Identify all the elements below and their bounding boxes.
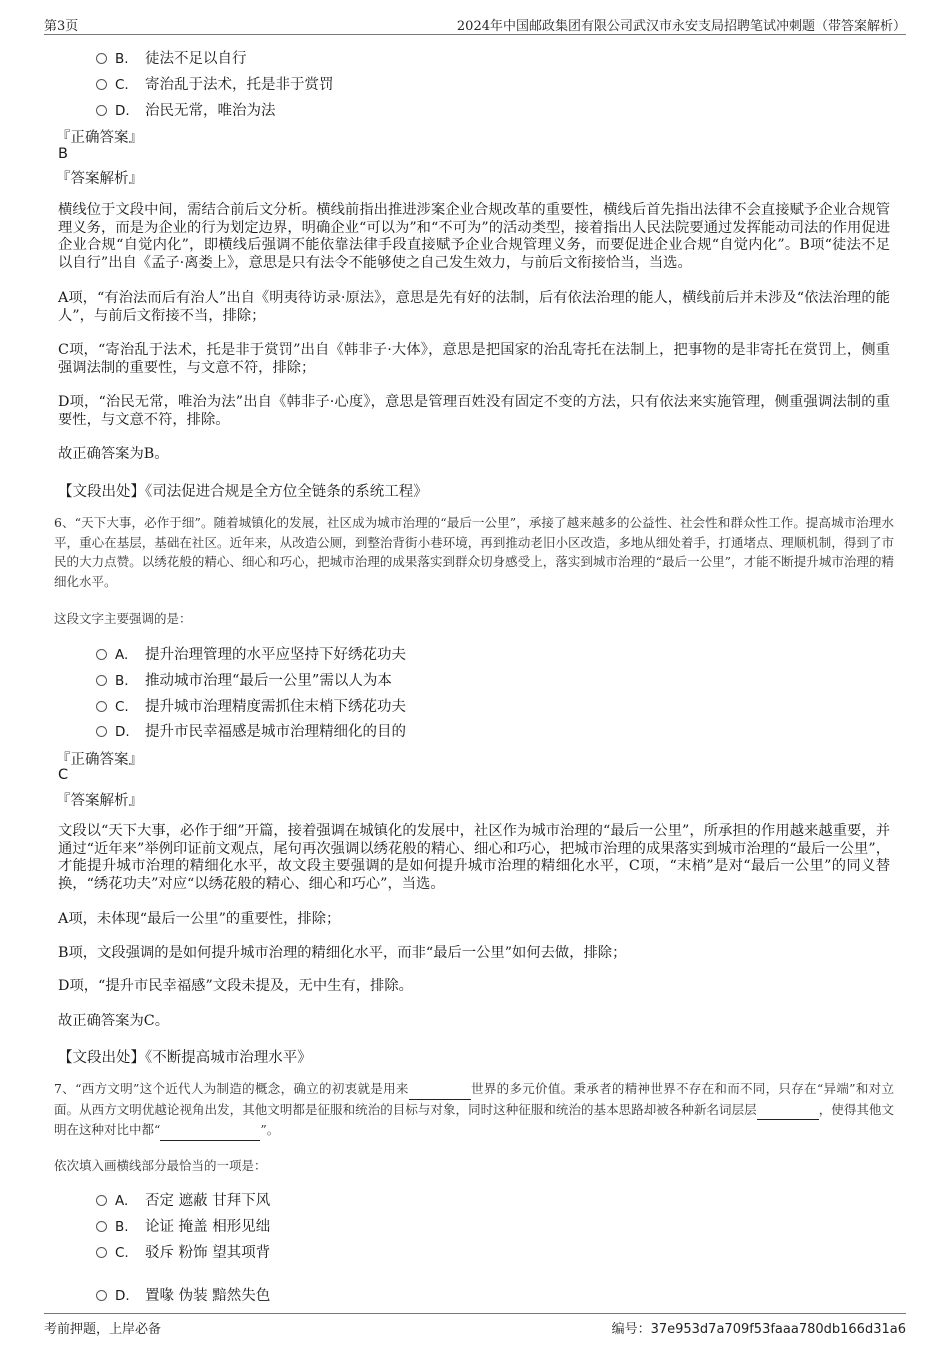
q7-option-b[interactable]: B. 论证 掩盖 相形见绌 bbox=[96, 1215, 270, 1236]
radio-icon[interactable] bbox=[96, 105, 107, 116]
radio-icon[interactable] bbox=[96, 1247, 107, 1258]
q5-analysis-label: 『答案解析』 bbox=[56, 171, 143, 187]
q6-option-b[interactable]: B. 推动城市治理“最后一公里”需以人为本 bbox=[96, 669, 392, 690]
q6-option-d[interactable]: D. 提升市民幸福感是城市治理精细化的目的 bbox=[96, 720, 406, 741]
radio-icon[interactable] bbox=[96, 1290, 107, 1301]
page-footer bbox=[44, 1313, 906, 1338]
q6-analysis-b: B项，文段强调的是如何提升城市治理的精细化水平，而非“最后一公里”如何去做，排除； bbox=[58, 945, 627, 961]
q5-analysis-main: 横线位于文段中间，需结合前后文分析。横线前指出推进涉案企业合规改革的重要性，横线后首先指出法律不会直接赋予企业合规管理义务，而是为企业的行为划定边界，明确企业“可以为”和“不可为”的活动类型，接着指出人民法院要通过发挥能动司法的作用促进企业合规“自觉内化”，即横线后强调不能依靠法律手段直接赋予企业合规管理义务，而要促进企业合规“自觉内化”。B项“徒法不足以自行”出自《孟子·离娄上》，意思是只有法令不能够使之自己发生效力，与前后文衔接恰当，当选。 bbox=[58, 202, 890, 271]
q6-conclusion: 故正确答案为C。 bbox=[58, 1013, 170, 1029]
q5-option-b[interactable]: B. 徒法不足以自行 bbox=[96, 47, 247, 68]
document-title: 2024年中国邮政集团有限公司武汉市永安支局招聘笔试冲刺题（带答案解析） bbox=[456, 19, 906, 34]
blank-1[interactable] bbox=[409, 1079, 471, 1100]
q5-source: 【文段出处】《司法促进合规是全方位全链条的系统工程》 bbox=[58, 484, 428, 500]
q7-option-a[interactable]: A. 否定 遮蔽 甘拜下风 bbox=[96, 1189, 270, 1210]
radio-icon[interactable] bbox=[96, 701, 107, 712]
q5-option-d[interactable]: D. 治民无常，唯治为法 bbox=[96, 99, 276, 120]
q6-analysis-label: 『答案解析』 bbox=[56, 793, 143, 809]
radio-icon[interactable] bbox=[96, 1195, 107, 1206]
radio-icon[interactable] bbox=[96, 1221, 107, 1232]
q5-analysis-a: A项，“有治法而后有治人”出自《明夷待访录·原法》，意思是先有好的法制，后有依法治理的能人，横线前后并未涉及“依法治理的能人”，与前后文衔接不当，排除； bbox=[58, 290, 890, 324]
q6-answer: C bbox=[58, 767, 69, 783]
footer-code: 编号：37e953d7a709f53faaa780db166d31a6 bbox=[611, 1322, 906, 1337]
q7-stem: 7、“西方文明”这个近代人为制造的概念，确立的初衷就是用来 世界的多元价值。秉承者的精神世界不存在和而不同，只存在“异端”和对立面。从西方文明优越论视角出发，其他文明都是征服和统治的目标与对象，同时这种征服和统治的基本思路却被各种新名词层层 ，使得其他文明在这种对比中都“ ”。 bbox=[54, 1079, 894, 1141]
q6-answer-label: 『正确答案』 bbox=[56, 752, 143, 768]
q5-analysis-d: D项，“治民无常，唯治为法”出自《韩非子·心度》，意思是管理百姓没有固定不变的方法，只有依法来实施管理，侧重强调法制的重要性，与文意不符，排除。 bbox=[58, 394, 890, 428]
page-header bbox=[44, 10, 906, 35]
footer-slogan: 考前押题，上岸必备 bbox=[44, 1322, 162, 1337]
radio-icon[interactable] bbox=[96, 53, 107, 64]
q6-source: 【文段出处】《不断提高城市治理水平》 bbox=[58, 1050, 312, 1066]
q7-option-c[interactable]: C. 驳斥 粉饰 望其项背 bbox=[96, 1241, 270, 1262]
q6-option-a[interactable]: A. 提升治理管理的水平应坚持下好绣花功夫 bbox=[96, 643, 406, 664]
q6-option-c[interactable]: C. 提升城市治理精度需抓住末梢下绣花功夫 bbox=[96, 695, 406, 716]
q7-prompt: 依次填入画横线部分最恰当的一项是： bbox=[54, 1158, 267, 1173]
blank-3[interactable] bbox=[160, 1120, 260, 1141]
q5-answer-label: 『正确答案』 bbox=[56, 130, 143, 146]
q6-analysis-d: D项，“提升市民幸福感”文段未提及，无中生有，排除。 bbox=[58, 978, 413, 994]
q6-prompt: 这段文字主要强调的是： bbox=[54, 611, 192, 626]
radio-icon[interactable] bbox=[96, 649, 107, 660]
q7-option-d[interactable]: D. 置喙 伪装 黯然失色 bbox=[96, 1284, 270, 1305]
q6-stem: 6、“天下大事，必作于细”。随着城镇化的发展，社区成为城市治理的“最后一公里”，承接了越来越多的公益性、社会性和群众性工作。提高城市治理水平，重心在基层，基础在社区。近年来，从改造公厕，到整治背街小巷环境，再到推动老旧小区改造，多地从细处着手，打通堵点、理顺机制，得到了市民的大力点赞。以绣花般的精心、细心和巧心，把城市治理的成果落实到群众切身感受上，落实到城市治理的“最后一公里”，才能不断提升城市治理的精细化水平。 bbox=[54, 515, 894, 589]
q5-conclusion: 故正确答案为B。 bbox=[58, 446, 169, 462]
q6-analysis-a: A项，未体现“最后一公里”的重要性，排除； bbox=[58, 911, 341, 927]
radio-icon[interactable] bbox=[96, 79, 107, 90]
radio-icon[interactable] bbox=[96, 675, 107, 686]
q5-analysis-c: C项，“寄治乱于法术，托是非于赏罚”出自《韩非子·大体》，意思是把国家的治乱寄托在法制上，把事物的是非寄托在赏罚上，侧重强调法制的重要性，与文意不符，排除； bbox=[58, 342, 890, 376]
radio-icon[interactable] bbox=[96, 726, 107, 737]
page-number: 第3页 bbox=[44, 19, 79, 34]
q6-analysis-main: 文段以“天下大事，必作于细”开篇，接着强调在城镇化的发展中，社区作为城市治理的“最后一公里”，所承担的作用越来越重要，并通过“近年来”举例印证前文观点，尾句再次强调以绣花般的精心、细心和巧心，把城市治理的成果落实到城市治理的“最后一公里”，才能提升城市治理的精细化水平，故文段主要强调的是如何提升城市治理的精细化水平，C项，“末梢”是对“最后一公里”的同义替换，“绣花功夫”对应“以绣花般的精心、细心和巧心”，当选。 bbox=[58, 823, 890, 892]
blank-2[interactable] bbox=[757, 1100, 819, 1121]
q5-answer: B bbox=[58, 146, 68, 162]
q5-option-c[interactable]: C. 寄治乱于法术，托是非于赏罚 bbox=[96, 73, 334, 94]
